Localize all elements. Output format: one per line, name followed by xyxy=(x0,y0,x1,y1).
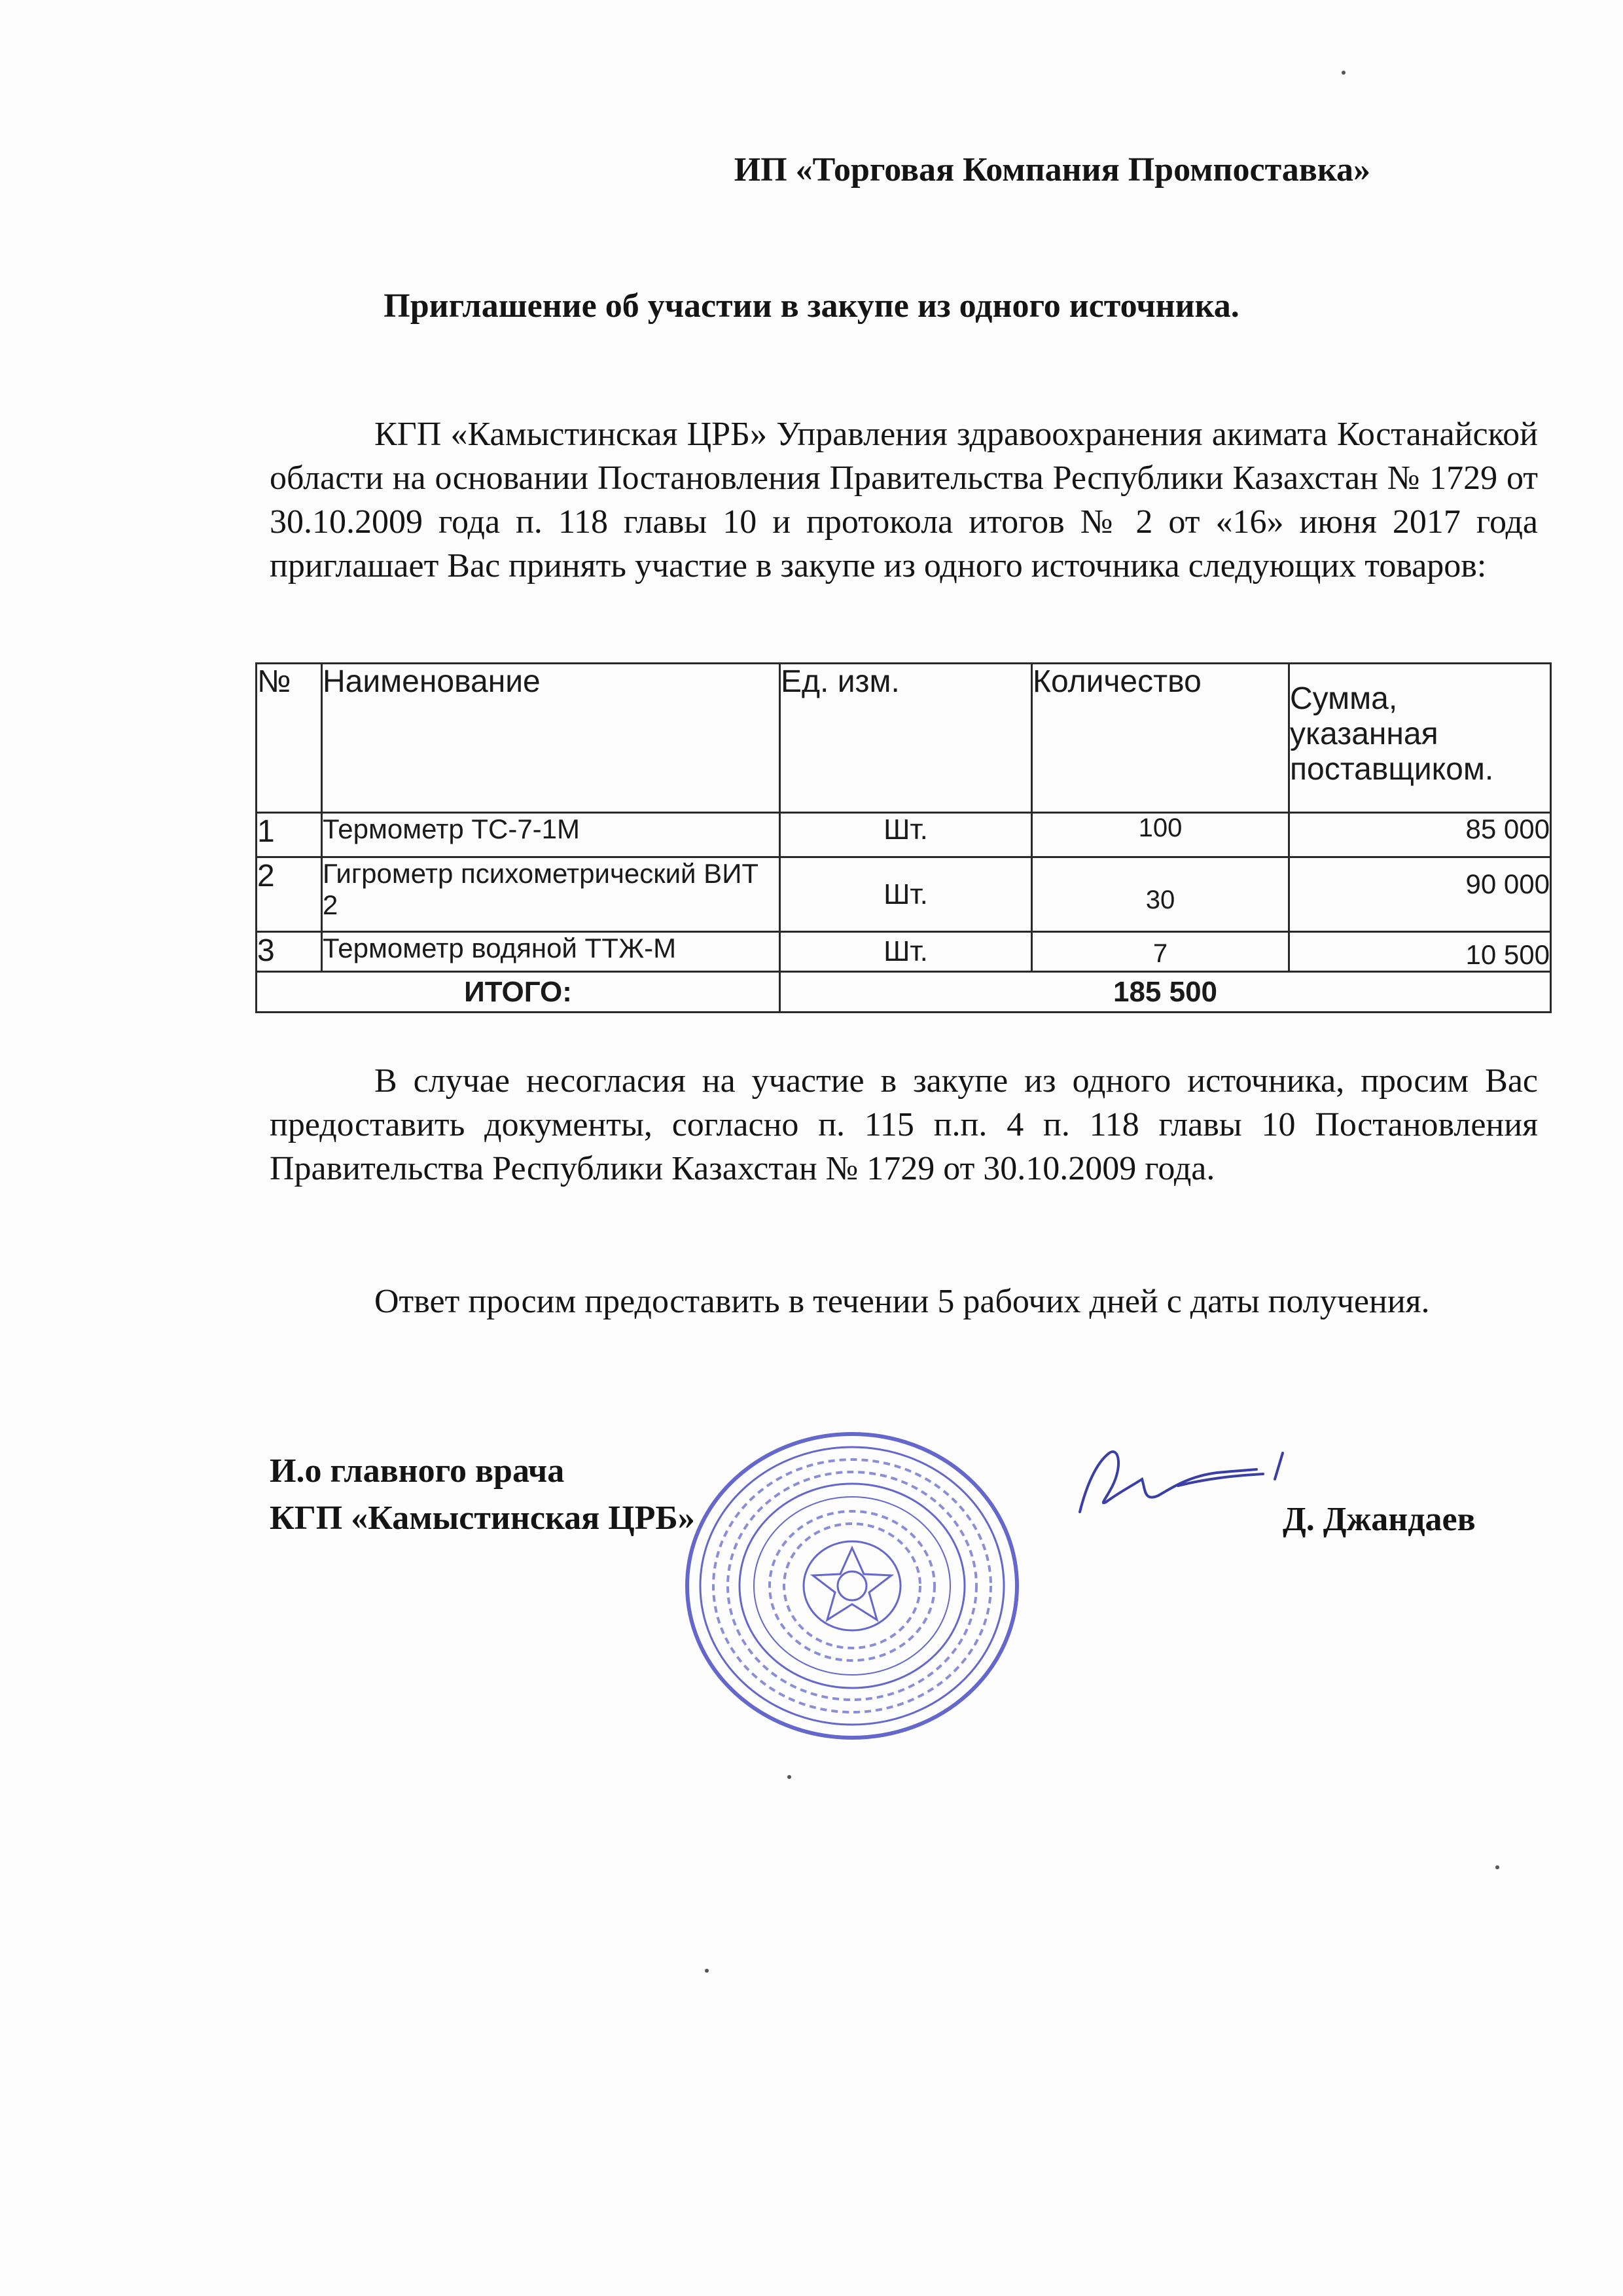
row-num: 1 xyxy=(257,813,322,857)
row-unit: Шт. xyxy=(780,813,1032,857)
refusal-paragraph: В случае несогласия на участие в закупе из одного источника, просим Вас предоставить документы, согласно п. 115 п.п. 4 п. 118 главы 10 Постановления Правительства Республики Казахстан № 1729 от 30.10.2009 года. xyxy=(270,1062,1538,1187)
scan-speck xyxy=(787,1775,791,1779)
row-qty: 7 xyxy=(1032,932,1289,972)
row-sum: 90 000 xyxy=(1289,857,1551,932)
row-unit: Шт. xyxy=(780,932,1032,972)
row-qty: 30 xyxy=(1032,857,1289,932)
row-name: Гигрометр психометрический ВИТ 2 xyxy=(322,857,780,932)
row-sum: 85 000 xyxy=(1289,813,1551,857)
intro-paragraph: КГП «Камыстинская ЦРБ» Управления здравоохранения акимата Костанайской области на основании Постановления Правительства Республики Казахстан № 1729 от 30.10.2009 года п. 118 главы 10 и протокола итогов № 2 от «16» июня 2017 года приглашает Вас принять участие в закупе из одного источника следующих товаров: xyxy=(270,416,1538,584)
round-seal-icon xyxy=(668,1417,1034,1757)
signature-block xyxy=(270,1448,695,1542)
signer-name: Д. Джандаев xyxy=(1283,1501,1476,1538)
header-num: № xyxy=(257,664,322,813)
document-title: Приглашение об участии в закупе из одного источника. xyxy=(383,287,1240,325)
row-name: Термометр ТС-7-1М xyxy=(322,813,780,857)
row-sum: 10 500 xyxy=(1289,932,1551,972)
row-num: 3 xyxy=(257,932,322,972)
table-row xyxy=(257,813,1551,857)
row-qty: 100 xyxy=(1032,813,1289,857)
signer-position: И.о главного врача xyxy=(270,1452,565,1490)
row-unit: Шт. xyxy=(780,857,1032,932)
header-unit: Ед. изм. xyxy=(780,664,1032,813)
row-name: Термометр водяной ТТЖ-М xyxy=(322,932,780,972)
scan-speck xyxy=(705,1969,709,1973)
handwritten-signature-icon xyxy=(1060,1440,1296,1532)
table-total-row xyxy=(257,972,1551,1013)
recipient-heading: ИП «Торговая Компания Промпоставка» xyxy=(734,151,1370,188)
scan-speck xyxy=(1495,1865,1499,1869)
table-row xyxy=(257,932,1551,972)
goods-table xyxy=(255,662,1552,1013)
table-row xyxy=(257,857,1551,932)
table-header-row xyxy=(257,664,1551,813)
signer-organization: КГП «Камыстинская ЦРБ» xyxy=(270,1499,695,1537)
header-name: Наименование xyxy=(322,664,780,813)
total-label: ИТОГО: xyxy=(257,972,780,1013)
header-qty: Количество xyxy=(1032,664,1289,813)
row-num: 2 xyxy=(257,857,322,932)
scan-speck xyxy=(1342,71,1346,75)
total-value: 185 500 xyxy=(780,972,1551,1013)
response-paragraph: Ответ просим предоставить в течении 5 рабочих дней с даты получения. xyxy=(374,1283,1430,1320)
header-sum: Сумма, указанная поставщиком. xyxy=(1289,664,1551,813)
